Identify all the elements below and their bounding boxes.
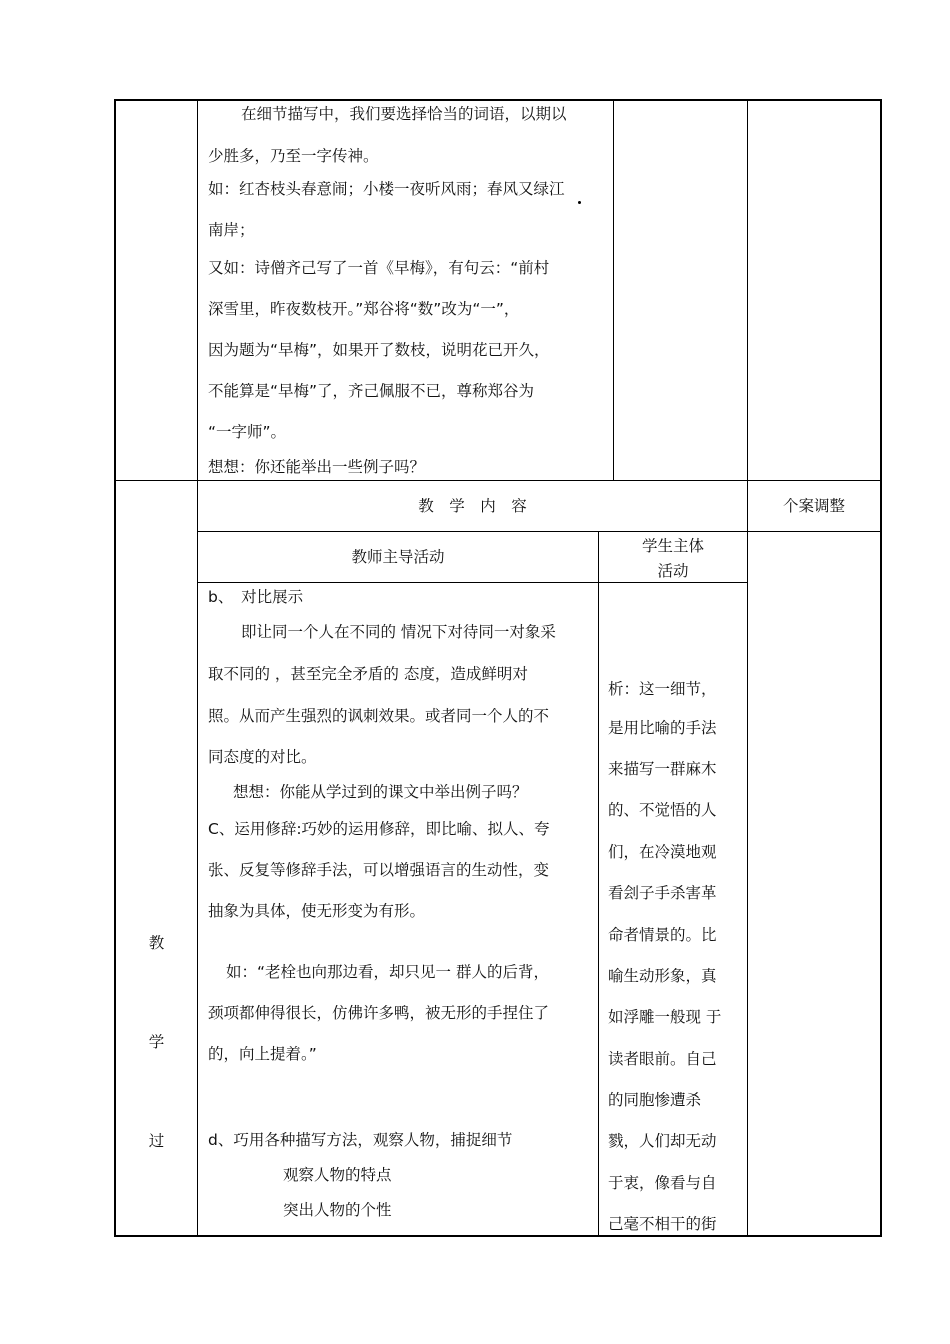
table-right-border: [880, 99, 882, 1237]
teacher-line-10: 如：“老栓也向那边看，却只见一 群人的后背，: [226, 963, 549, 981]
top-line-7: 因为题为“早梅”，如果开了数枝，说明花已开久，: [208, 341, 550, 359]
student-line-3: 来描写一群麻木: [608, 760, 717, 778]
top-line-5: 又如：诗僧齐己写了一首《早梅》，有句云：“前村: [208, 259, 550, 277]
teacher-line-3: 取不同的 ，甚至完全矛盾的 态度，造成鲜明对: [208, 665, 528, 683]
student-line-7: 命者情景的。比: [608, 926, 717, 944]
student-line-4: 的、不觉悟的人: [608, 801, 717, 819]
top-mid-divider: [613, 99, 614, 480]
process-label-char-3: 过: [148, 1132, 165, 1150]
student-line-1: 析：这一细节，: [608, 680, 717, 698]
process-label-char-1: 教: [148, 934, 165, 952]
top-line-4: 南岸；: [208, 221, 255, 239]
student-column-header-line2: 活动: [657, 562, 689, 580]
process-label-char-2: 学: [148, 1033, 165, 1051]
teacher-line-6: 想想：你能从学过到的课文中举出例子吗？: [233, 783, 528, 801]
teacher-line-14: 观察人物的特点: [283, 1166, 392, 1184]
student-line-11: 的同胞惨遭杀: [608, 1091, 702, 1109]
teacher-line-1: b、 对比展示: [208, 588, 304, 606]
student-line-6: 看刽子手杀害革: [608, 884, 717, 902]
teacher-line-5: 同态度的对比。: [208, 748, 317, 766]
student-line-5: 们，在冷漠地观: [608, 843, 717, 861]
content-title: 教 学 内 容: [418, 497, 527, 515]
header-row-divider: [197, 531, 880, 532]
teacher-line-9: 抽象为具体，使无形变为有形。: [208, 902, 426, 920]
label-column-divider: [197, 99, 198, 1237]
table-left-border: [114, 99, 116, 1237]
teacher-line-15: 突出人物的个性: [283, 1201, 392, 1219]
student-line-2: 是用比喻的手法: [608, 719, 717, 737]
top-line-9: “一字师”。: [208, 423, 287, 441]
teacher-line-12: 的，向上提着。”: [208, 1045, 317, 1063]
student-line-14: 己毫不相干的街: [608, 1215, 717, 1233]
top-line-8: 不能算是“早梅”了，齐己佩服不已，尊称郑谷为: [208, 382, 535, 400]
top-line-1: 在细节描写中，我们要选择恰当的词语，以期以: [241, 105, 567, 123]
teacher-line-11: 颈项都伸得很长，仿佛许多鸭，被无形的手捏住了: [208, 1004, 550, 1022]
student-line-10: 读者眼前。自己: [608, 1050, 717, 1068]
top-line-10: 想想：你还能举出一些例子吗？: [208, 458, 426, 476]
top-line-6: 深雪里，昨夜数枝开。”郑谷将“数”改为“一”，: [208, 300, 520, 318]
student-line-9: 如浮雕一般现 于: [608, 1008, 722, 1026]
teacher-line-4: 照。从而产生强烈的讽刺效果。或者同一个人的不: [208, 707, 550, 725]
teacher-line-13: d、巧用各种描写方法，观察人物，捕捉细节: [208, 1131, 513, 1149]
teacher-line-8: 张、反复等修辞手法，可以增强语言的生动性，变: [208, 861, 550, 879]
teacher-line-2: 即让同一个人在不同的 情况下对待同一对象采: [241, 623, 556, 641]
student-line-13: 于衷，像看与自: [608, 1174, 717, 1192]
adjust-column-divider: [747, 99, 748, 1237]
table-bottom-border: [114, 1235, 882, 1237]
teacher-line-7: C、运用修辞:巧妙的运用修辞，即比喻、拟人、夸: [208, 820, 550, 838]
student-column-divider: [598, 531, 599, 1237]
subheader-row-divider: [197, 582, 747, 583]
emphasis-dot: [578, 201, 581, 204]
teacher-column-header: 教师主导活动: [351, 548, 445, 566]
student-line-12: 戮，人们却无动: [608, 1132, 717, 1150]
student-column-header-line1: 学生主体: [641, 537, 704, 555]
adjust-title: 个案调整: [782, 497, 845, 515]
student-line-8: 喻生动形象，真: [608, 967, 717, 985]
section-divider: [114, 480, 882, 481]
top-line-2: 少胜多，乃至一字传神。: [208, 147, 379, 165]
top-line-3: 如：红杏枝头春意闹；小楼一夜听风雨；春风又绿江: [208, 180, 565, 198]
table-top-border: [114, 99, 882, 101]
